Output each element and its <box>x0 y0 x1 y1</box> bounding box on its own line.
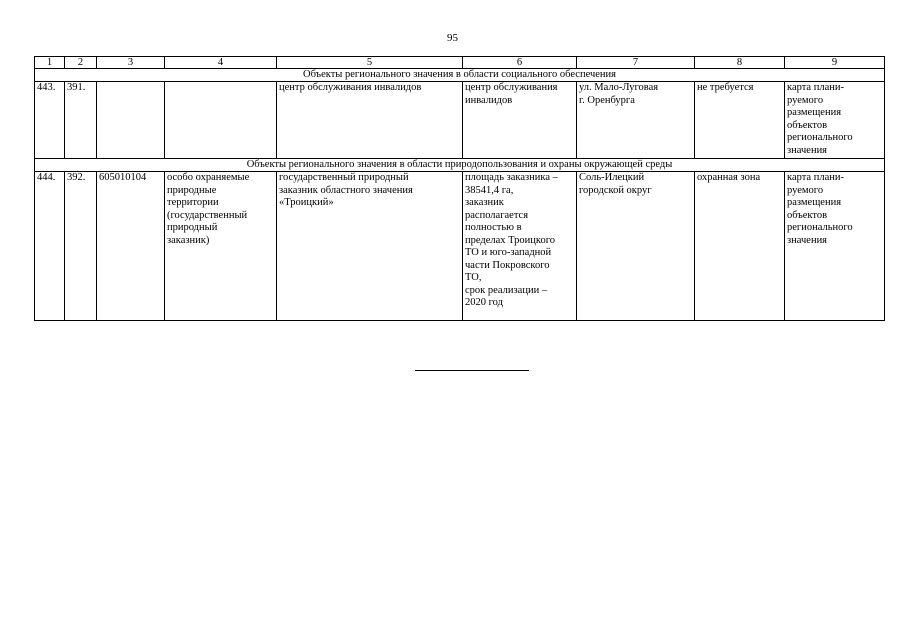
column-header: 4 <box>165 57 277 69</box>
column-header: 2 <box>65 57 97 69</box>
cell-code <box>97 82 165 159</box>
cell-sub-number: 392. <box>65 172 97 321</box>
section-heading-environment <box>35 159 885 172</box>
cell-object-name: центр обслуживания инвалидов <box>277 82 463 159</box>
end-divider <box>415 370 529 371</box>
cell-object-name: государственный природный заказник областного значения «Троицкий» <box>277 172 463 321</box>
column-header: 1 <box>35 57 65 69</box>
cell-characteristics: центр обслуживания инвалидов <box>463 82 577 159</box>
cell-category: особо охраняемые природные территории (государственный природный заказник) <box>165 172 277 321</box>
column-header: 8 <box>695 57 785 69</box>
section-title: Объекты регионального значения в области природопользования и охраны окружающей среды <box>35 159 885 172</box>
column-header: 3 <box>97 57 165 69</box>
cell-zone: не требуется <box>695 82 785 159</box>
cell-characteristics: площадь заказника – 38541,4 га, заказник располагается полностью в пределах Троицкого ТО и юго-западной части Покровского ТО, срок реализации – 2020 год <box>463 172 577 321</box>
column-header: 6 <box>463 57 577 69</box>
cell-location: ул. Мало-Луговая г. Оренбурга <box>577 82 695 159</box>
column-number-row <box>35 57 885 69</box>
cell-location: Соль-Илецкий городской округ <box>577 172 695 321</box>
section-heading-social <box>35 69 885 82</box>
cell-sub-number: 391. <box>65 82 97 159</box>
column-header: 9 <box>785 57 885 69</box>
cell-number: 444. <box>35 172 65 321</box>
table-row <box>35 172 885 321</box>
column-header: 7 <box>577 57 695 69</box>
cell-code: 605010104 <box>97 172 165 321</box>
table-row <box>35 82 885 159</box>
column-header: 5 <box>277 57 463 69</box>
cell-map: карта плани- руемого размещения объектов регионального значения <box>785 172 885 321</box>
objects-table <box>34 56 885 321</box>
cell-number: 443. <box>35 82 65 159</box>
cell-map: карта плани- руемого размещения объектов регионального значения <box>785 82 885 159</box>
page-number: 95 <box>447 32 458 44</box>
section-title: Объекты регионального значения в области социального обеспечения <box>35 69 885 82</box>
cell-zone: охранная зона <box>695 172 785 321</box>
cell-category <box>165 82 277 159</box>
